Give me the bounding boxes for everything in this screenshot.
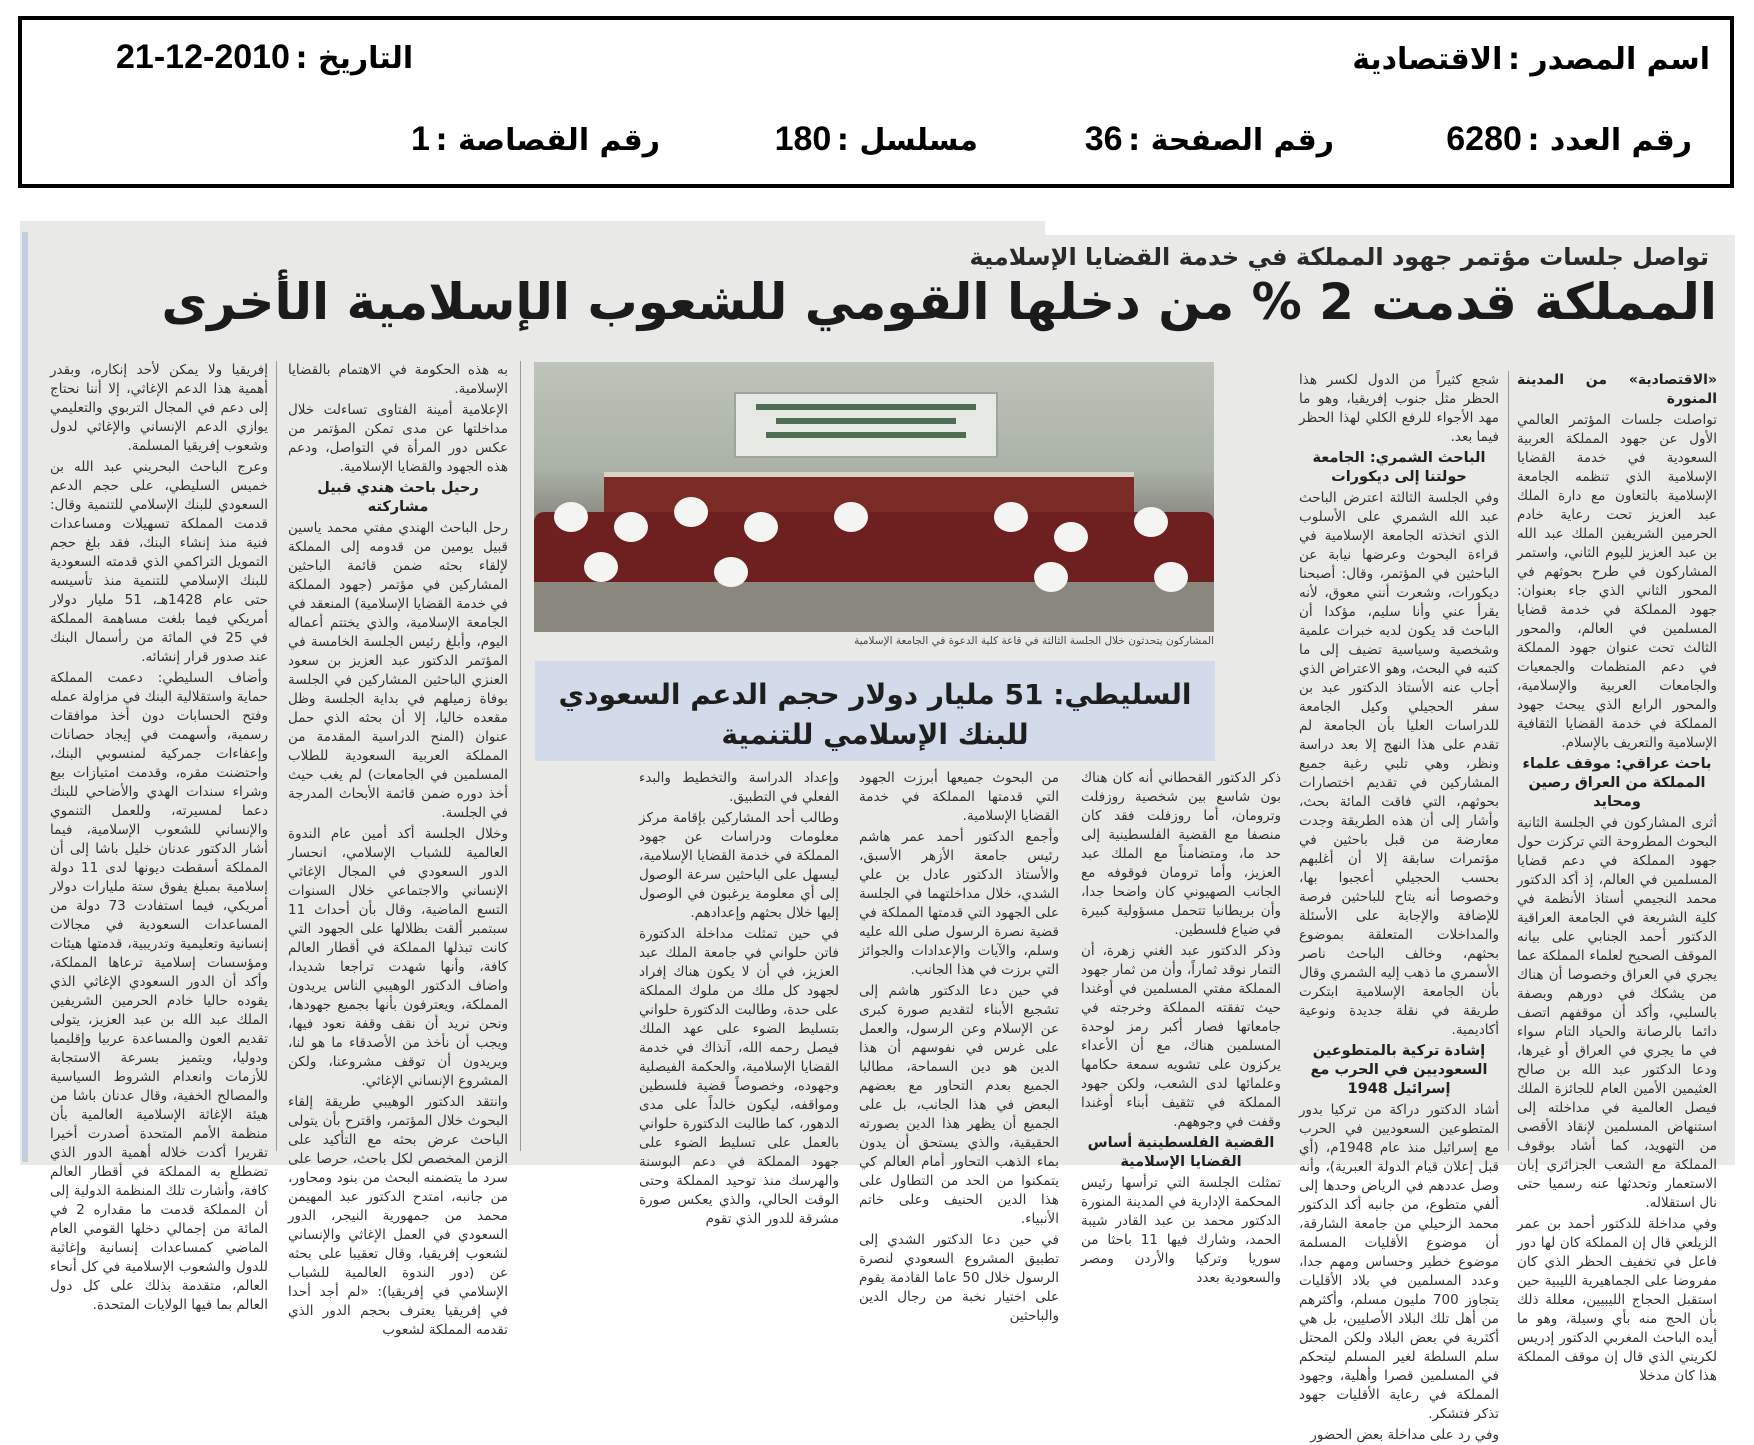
section-subhead: رحيل باحث هندي قبيل مشاركته	[317, 480, 479, 515]
column-paragraph: الإعلامية أمينة الفتاوى تساءلت خلال مداخلتها عن مدى تمكن المؤتمر من عكس دور المرأة في التواصل، ودعم هذه الجهود والقضايا الإسلامية.	[288, 402, 508, 475]
source-value: الاقتصادية	[1352, 42, 1503, 77]
clipping-metadata-box	[18, 16, 1734, 188]
column-paragraph: تمثلت الجلسة التي ترأسها رئيس المحكمة الإدارية في المدينة المنورة الدكتور محمد بن عبد القادر شيبة الحمد، وشارك فيها 11 باحثا من سوريا وتركيا والأردن ومصر والسعودية بعدد	[1081, 1175, 1282, 1286]
column-paragraph: ذكر الدكتور القحطاني أنه كان هناك بون شاسع بين شخصية روزفلت وترومان، أما روزفلت فقد كان منصفا مع القضية الفلسطينية إلى حد ما، ومتضامناً مع الملك عبد العزيز، وأما ترومان فوقوفه مع الجانب الصهيوني كان واضحا جدا، وأن بريطانيا تتحمل مسؤولية كبيرة في ضياع فلسطين.	[1081, 770, 1281, 938]
section-subhead: القضية الفلسطينية أساس القضايا الإسلامية	[1087, 1135, 1275, 1170]
column-paragraph: وفي رد على مداخلة بعض الحضور	[1310, 1427, 1499, 1443]
article-column-3	[1081, 769, 1282, 1286]
page-value: 36	[1084, 120, 1123, 158]
column-paragraph: رحل الباحث الهندي مفتي محمد ياسين قبيل يومين من قدومه إلى المملكة لإلقاء بحثه ضمن قائمة الباحثين المشاركين في مؤتمر (جهود المملكة في خدمة القضايا الإسلامية) المنعقد في الجامعة الإسلامية، والذي يختتم أعماله اليوم، وأبلغ رئيس الجلسة الخامسة في المؤتمر الدكتور عبد العزيز بن سعود العنزي الباحثين المشاركين في الجلسة بوفاة زميلهم في بداية الجلسة وظل مقعده خاليا، إلا أن بحثه الذي حمل عنوان (المنح الدراسية المقدمة من المملكة العربية السعودية للطلاب المسلمين في الجامعات) لم يغب حيث أخذ دوره ضمن قائمة الأبحاث المدرجة في الجلسة.	[288, 520, 508, 821]
column-paragraph: وأجمع الدكتور أحمد عمر هاشم رئيس جامعة الأزهر الأسبق، والأستاذ الدكتور عادل بن علي الشدي، خلال مداخلتهما في الجلسة على الجهود التي قدمتها المملكة في قضية نصرة الرسول صلى الله عليه وسلم، والآيات والإعدادات والجوائز التي برزت في هذا الجانب.	[859, 829, 1059, 978]
column-paragraph: إفريقيا ولا يمكن لأحد إنكاره، وبقدر أهمية هذا الدعم الإغاثي، إلا أننا نحتاج إلى دعم في المجال التربوي والتعليمي يوازي الدعم الإنساني والإغاثي لدول وشعوب إفريقيا المسلمة.	[50, 362, 268, 454]
date-value: 2010-12-21	[116, 38, 290, 76]
column-paragraph: أثرى المشاركون في الجلسة الثانية البحوث المطروحة التي تركزت حول جهود المملكة في دعم قضايا المسلمين في العالم، إذ أكد الدكتور محمد النجيمي أستاذ الأنظمة في كلية الشريعة في الجامعة العراقية الدكتور أحمد الجنابي على بيانه الموقف الصحيح لعلماء المملكة عما يجري في العراق وخصوصا أن هناك من يشكك في دورهم وبصفة بالسلبي، وأكد أن موقفهم اتصف دائما بالرصانة والحياد التام سواء في ما يجري في العراق أو غيرها، ودعا الدكتور عبد الله بن صالح العثيمين الأمين العام للجائزة الملك فيصل العالمية في مداخلته إلى استنهاض المسلمين لإنقاذ الأقصى من التهويد، كما أشاد بوقوف المملكة مع الشعب الجزائري إبان الاستعمار وتحدثها عنه رسميا حتى نال استقلاله.	[1517, 815, 1717, 1211]
section-subhead: الباحث الشمري: الجامعة حولتنا إلى ديكورات	[1312, 450, 1486, 485]
column-paragraph: في حين دعا الدكتور الشدي إلى تطبيق المشروع السعودي لنصرة الرسول خلال 50 عاما القادمة يقوم على اختيار نخبة من رجال الدين والباحثين	[859, 1232, 1059, 1324]
clipping-margin-strip	[22, 232, 28, 1162]
column-paragraph: تواصلت جلسات المؤتمر العالمي الأول عن جهود المملكة العربية السعودية في خدمة القضايا الإسلامية الذي تنظمه الجامعة الإسلامية بالتعاون مع دارة الملك عبد العزيز تحت رعاية خادم الحرمين الشريفين الملك عبد الله بن عبد العزيز لليوم الثاني، واستمر المشاركون في طرح بحوثهم في المحور الثاني الذي جاء بعنوان: جهود المملكة في خدمة قضايا المسلمين في العالم، والمحور الثالث تحت عنوان جهود المملكة في دعم المنظمات والجمعيات والجامعات العربية والإسلامية، والمحور الرابع الذي يبحث جهود المملكة في خدمة القضايا الثقافية الإسلامية والتعريف بالإسلام.	[1517, 412, 1717, 751]
conference-photo	[534, 362, 1214, 632]
column-paragraph: وإعداد الدراسة والتخطيط والبدء الفعلي في التطبيق.	[639, 770, 839, 805]
article-column-6	[288, 361, 508, 1338]
column-divider	[1508, 371, 1509, 1151]
issue-label: رقم العدد :	[1527, 123, 1692, 158]
clip-number-label: رقم القصاصة :	[435, 123, 660, 158]
column-paragraph: من البحوث جميعها أبرزت الجهود التي قدمتها المملكة في خدمة القضايا الإسلامية.	[859, 770, 1059, 824]
clip-number-field	[411, 120, 660, 159]
article-column-1	[1517, 371, 1717, 1384]
source-label: اسم المصدر :	[1507, 42, 1710, 77]
column-paragraph: شجع كثيراً من الدول لكسر هذا الحظر مثل جنوب إفريقيا، وهو ما مهد الأجواء للرفع الكلي لهذا الحظر فيما بعد.	[1299, 372, 1499, 445]
column-paragraph: به هذه الحكومة في الاهتمام بالقضايا الإسلامية.	[288, 362, 508, 397]
source-field	[1352, 42, 1710, 77]
article-column-4	[859, 769, 1059, 1324]
column-paragraph: وفي مداخلة للدكتور أحمد بن عمر الزيلعي قال إن المملكة كان لها دور فاعل في تخفيف الحظر الذي كان مفروضا على الجماهيرية الليبية حين استقبل الحجاج الليبيين، معللة ذلك بأن الحج منه بأي وسيلة، وهو ما أيده الباحث المغربي الدكتور إدريس لكريني الذي قال إن موقف المملكة هذا كان مدخلا	[1517, 1216, 1717, 1384]
pull-quote: السليطي: 51 مليار دولار حجم الدعم السعودي للبنك الإسلامي للتنمية	[535, 661, 1215, 761]
column-paragraph: وانتقد الدكتور الوهيبي طريقة إلقاء البحوث خلال المؤتمر، واقترح بأن يتولى الباحث عرض بحثه مع التأكيد على الزمن المخصص لكل باحث، حرصا على سرد ما يتضمنه البحث من بنود ومحاور، من جانبه، امتدح الدكتور عبد المهيمن محمد من جمهورية النيجر، الدور السعودي في العمل الإغاثي والإنساني لشعوب إفريقيا، وقال تعقيبا على بحثه عن (دور الندوة العالمية للشباب الإسلامي في إفريقيا): «لم أجد أحدا في إفريقيا يعترف بحجم الدور الذي تقدمه المملكة لشعوب	[288, 1094, 508, 1338]
column-paragraph: وطالب أحد المشاركين بإقامة مركز معلومات ودراسات عن جهود المملكة في خدمة القضايا الإسلامية، ليسهل على الباحثين سرعة الوصول إلى أي معلومة يرغبون في الوصول إليها خلال بحثهم وإعدادهم.	[639, 810, 839, 921]
clipping-cut-edge	[1045, 221, 1735, 235]
column-paragraph: وخلال الجلسة أكد أمين عام الندوة العالمية للشباب الإسلامي، انحسار الدور السعودي في المجال الإغاثي الإنساني والاجتماعي خلال السنوات التسع الماضية، وقال بأن أحداث 11 سبتمبر ألقت بظلالها على الجهود التي كانت تبذلها المملكة في أقطار العالم كافة، وأنها شهدت تراجعا شديدا، واضاف الدكتور الوهيبي الناس يريدون المملكة، ويعترفون بأنها بجميع جهودها، ونحن نريد أن نقف وقفة نعود فيها، ويجب أن نأخذ من الأصدقاء ما هو لنا، ويريدون أن توقف مشروعنا، ولكن المشروع الإنساني الإغاثي.	[288, 826, 508, 1089]
article-headline: المملكة قدمت 2 % من دخلها القومي للشعوب الإسلامية الأخرى	[161, 273, 1717, 331]
article-column-2	[1299, 371, 1499, 1443]
article-column-7	[50, 361, 268, 1313]
article-kicker: تواصل جلسات مؤتمر جهود المملكة في خدمة القضايا الإسلامية	[969, 243, 1709, 271]
conference-banner-graphic	[734, 392, 998, 458]
page-field	[1085, 120, 1334, 159]
serial-field	[775, 120, 978, 159]
column-divider	[276, 361, 277, 1151]
article-dateline: «الاقتصادية» من المدينة المنورة	[1517, 372, 1717, 407]
column-paragraph: وأضاف السليطي: دعمت المملكة حماية واستقلالية البنك في مزاولة عمله وفتح الحسابات دون أخذ موافقات رسمية، وأسهمت في إيجاد حصانات وإعفاءات جمركية لمنسوبي البنك، واحتضنت مقره، وقدمت امتيازات بيع وشراء سندات الهدي والأضاحي للبنك دعما لمسيرته، وللعمل التنموي والإنساني للشعوب الإسلامية، فيما أشار الدكتور عدنان خليل باشا إلى أن المملكة أسقطت ديونها لدى 11 دولة إسلامية بمبلغ يفوق ستة مليارات دولار أمريكي، فيما استفادت 73 دولة من المساعدات السعودية في مجالات إنسانية وتعليمية وتدريبية، قدمتها هيئات ومؤسسات إسلامية ترعاها المملكة، وأكد أن الدور السعودي الإغاثي الذي يقوده حاليا خادم الحرمين الشريفين الملك عبد الله بن عبد العزيز، يتولى تقديم العون والمساعدة عربيا وإقليميا ودوليا، ويتميز بسرعة الاستجابة للأزمات وانعدام الشروط السياسية والمصالح الخفية، وقال عدنان باشا من هيئة الإغاثة الإسلامية العالمية بأن منظمة الأمم المتحدة أصدرت أخيرا تقريرا أكدت خلاله أهمية الدور الذي تضطلع به المملكة في أقطار العالم كافة، وأشارت تلك المنظمة الدولية إلى أن المملكة قدمت ما مقداره 2 في المائة من إجمالي دخلها القومي العام الماضي كمساعدات إنسانية وإغاثية للدول والشعوب الإسلامية في كل أنحاء العالم، متقدمة بذلك على كل دول العالم بما فيها الولايات المتحدة.	[50, 670, 268, 1313]
section-subhead: إشادة تركية بالمتطوعين السعوديين في الحرب مع إسرائيل 1948	[1310, 1043, 1488, 1097]
column-paragraph: أشاد الدكتور دراكة من تركيا بدور المتطوعين السعوديين في الحرب مع إسرائيل منذ عام 1948م، (أي قبل إعلان قيام الدولة العبرية)، وأنه وصل عددهم في الرياض وحدها إلى ألفي متطوع، من جانبه أكد الدكتور محمد الزحيلي من جامعة الشارقة، أن موضوع الأقليات المسلمة موضوع خطير وحساس ومهم جدا، وعدد المسلمين في بلاد الأقليات يتجاوز 700 مليون مسلم، وأكثرهم من أهل تلك البلاد الأصليين، بل هي أكثرية في بعض البلاد ولكن المحتل سلم السلطة لغير المسلم ليتحكم في المسلمين قصرا وأهلية، وجهود المملكة في رعاية الأقليات جهود تذكر فتشكر.	[1299, 1102, 1499, 1422]
article-column-5	[639, 769, 839, 1227]
newspaper-clipping	[20, 221, 1735, 1443]
column-paragraph: وذكر الدكتور عبد الغني زهرة، أن التمار نوقد ثماراً، وأن من ثمار جهود المملكة مفتي المسلمين في أوغندا حيث تفقته المملكة وخرجته في جامعاتها فصار أكبر رمز لوحدة المسلمين هناك، مع أن الأعداء يركزون على تشويه سمعة حكامها وعلمائها لدى الشعب، ولكن جهود المملكة في تثقيف أبناء أوغندا وقفت في وجوههم.	[1081, 943, 1281, 1130]
issue-field	[1446, 120, 1692, 159]
column-divider	[520, 361, 521, 1151]
date-label: التاريخ :	[295, 41, 414, 76]
serial-label: مسلسل :	[836, 123, 978, 158]
serial-value: 180	[774, 120, 832, 158]
column-paragraph: وفي الجلسة الثالثة اعترض الباحث عبد الله الشمري على الأسلوب الذي اتخذته الجامعة الإسلامية في قراءة البحوث وعرضها نيابة عن الباحثين في المؤتمر، وقال: أصبحنا ديكورات، وشعرت أنني معوق، لأنه يقرأ عني وأنا سليم، مؤكدا أن الباحث قد يكون لديه خبرات علمية وشخصية وسياسية تضيف إلى ما كتبه في البحث، وهو الاعتراض الذي أجاب عنه الأستاذ الدكتور عبد بن سفر الحجيلي وكيل الجامعة للدراسات العليا بأن الجامعة لم تقدم على هذا النهج إلا بعد دراسة ونظر، وهي تلبي رغبة جميع المشاركين في تقديم اختصارات بحوثهم، التي فاقت المائة بحث، وأشار إلى أن هذه الطريقة وجدت معارضة من قبل باحثين في مؤتمرات سابقة إلا أن أغلبهم بحسب الحجيلي أعجبوا بها، وخصوصا أنه يتاح للباحثين فرصة للإضافة والإجابة على الأسئلة والمداخلات المتعلقة بموضوع بحثهم، وخالف الباحث ناصر الأسمري ما ذهب إليه الشمري وقال بأن الجامعة الإسلامية ابتكرت طريقة في نقلة جديدة ونوعية أكاديمية.	[1299, 490, 1499, 1038]
column-paragraph: وعرج الباحث البحريني عبد الله بن خميس السليطي، على حجم الدعم السعودي للبنك الإسلامي للتنمية وقال: قدمت المملكة تسهيلات ومساعدات فنية منذ إنشاء البنك، فقد بلغ حجم التمويل التراكمي الذي قدمته السعودية للبنك الإسلامي للتنمية منذ تأسيسه حتى عام 1428هـ، 51 مليار دولار أمريكي فيما بلغت مساهمة المملكة في 25 في المائة من رأسمال البنك عند صدور قرار إنشائه.	[50, 459, 268, 665]
column-paragraph: في حين تمثلت مداخلة الدكتورة فاتن حلواني في جامعة الملك عبد العزيز، في أن لا يكون هناك إفراد لجهود كل ملك من ملوك المملكة على حدة، وطالبت الدكتورة حلواني بتسليط الضوء على عهد الملك فيصل رحمه الله، آنذاك في خدمة القضايا الإسلامية، والحكمة الفيصلية وجهوده، وخصوصاً قضية فلسطين ومواقفه، ليكون خالداً على مدى الدهور، كما طالبت الدكتورة حلواني بالعمل على تسليط الضوء على جهود المملكة في دعم البوسنة والهرسك منذ توحيد المملكة وحتى الوقت الحالي، والذي يعكس صورة مشرقة للدور الذي تقوم	[639, 926, 839, 1227]
column-paragraph: في حين دعا الدكتور هاشم إلى تشجيع الأبناء لتقديم صورة كبرى عن الإسلام وعن الرسول، والعمل على غرس في نفوسهم أن هذا الدين هو دين السماحة، مطالبا الجميع بعدم التحاور مع بعضهم البعض في هذا الجانب، بل على الجميع أن يظهر هذا الدين بصورته الحقيقية، والذي يستحق أن يدون بماء الذهب التحاور أمام العالم كي يتمكنوا من الحد من التطاول على هذا الدين الحنيف وعلى خاتم الأنبياء.	[859, 983, 1059, 1227]
photo-caption: المشاركون يتحدثون خلال الجلسة الثالثة في قاعة كلية الدعوة في الجامعة الإسلامية	[854, 635, 1214, 647]
issue-value: 6280	[1446, 120, 1522, 158]
date-field	[116, 38, 413, 77]
clip-number-value: 1	[411, 120, 430, 158]
section-subhead: باحث عراقي: موقف علماء المملكة من العراق رصين ومحايد	[1522, 756, 1712, 810]
page-label: رقم الصفحة :	[1128, 123, 1334, 158]
